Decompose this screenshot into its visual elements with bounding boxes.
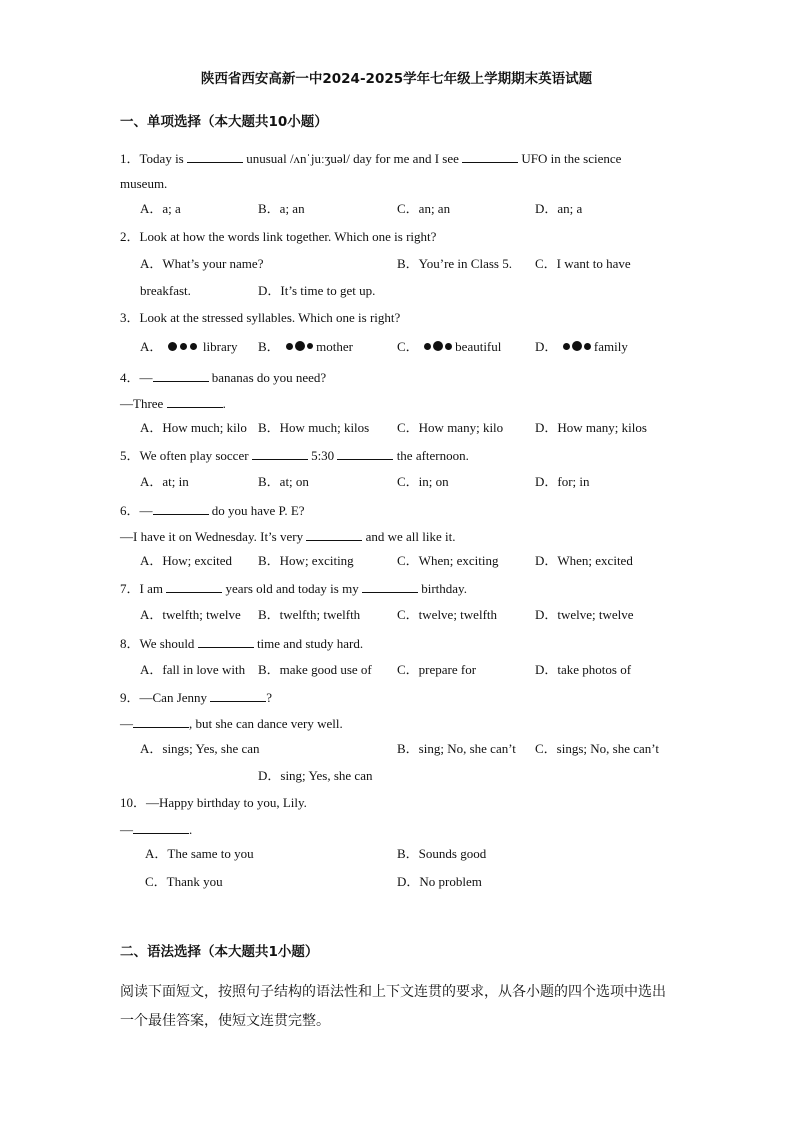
question-4-option-b: B．How much; kilos	[258, 420, 370, 435]
question-1-line2: museum.	[120, 176, 168, 191]
question-6-option-a: A．How; excited	[140, 553, 233, 568]
answer-blank	[153, 502, 209, 515]
question-2-option-c: C．I want to have	[535, 256, 631, 271]
question-2-option-a: A．What’s your name?	[140, 256, 264, 271]
question-9-line1: 9．—Can Jenny ?	[120, 690, 273, 705]
question-6-option-b: B．How; exciting	[258, 553, 354, 568]
answer-blank	[362, 580, 418, 593]
question-5-option-a: A．at; in	[140, 474, 189, 489]
question-9-option-d: D．sing; Yes, she can	[258, 768, 373, 783]
question-9-option-c: C．sings; No, she can’t	[535, 741, 659, 756]
question-7-option-c: C．twelve; twelfth	[397, 607, 498, 622]
question-2-stem: 2．Look at how the words link together. Which one is right?	[120, 229, 437, 244]
question-10-option-c: C．Thank you	[145, 874, 223, 889]
question-8-option-d: D．take photos of	[535, 662, 632, 677]
question-2-option-b: B．You’re in Class 5.	[397, 256, 512, 271]
stress-pattern-icon	[166, 339, 200, 353]
question-7-option-b: B．twelfth; twelfth	[258, 607, 361, 622]
question-3-option-a: A． library	[140, 339, 238, 354]
question-6-line1: 6．— do you have P. E?	[120, 503, 305, 518]
question-4-option-a: A．How much; kilo	[140, 420, 247, 435]
stress-pattern-icon	[283, 339, 313, 353]
question-10-option-d: D．No problem	[397, 874, 482, 889]
question-9-option-b: B．sing; No, she can’t	[397, 741, 516, 756]
stress-pattern-icon	[561, 339, 591, 353]
question-1-option-c: C．an; an	[397, 201, 451, 216]
answer-blank	[462, 150, 518, 163]
question-5-option-c: C．in; on	[397, 474, 449, 489]
question-3-option-c: C． beautiful	[397, 339, 502, 354]
question-5-option-d: D．for; in	[535, 474, 590, 489]
question-4-line1: 4．— bananas do you need?	[120, 370, 327, 385]
answer-blank	[252, 447, 308, 460]
answer-blank	[167, 395, 223, 408]
answer-blank	[306, 528, 362, 541]
question-5-stem: 5．We often play soccer 5:30 the afternoon.	[120, 448, 469, 463]
answer-blank	[187, 150, 243, 163]
answer-blank	[210, 689, 266, 702]
question-4-option-d: D．How many; kilos	[535, 420, 647, 435]
question-7-option-a: A．twelfth; twelve	[140, 607, 241, 622]
question-1-option-a: A．a; a	[140, 201, 181, 216]
answer-blank	[166, 580, 222, 593]
question-3-stem: 3．Look at the stressed syllables. Which one is right?	[120, 310, 401, 325]
instruction-line-2: 一个最佳答案，使短文连贯完整。	[120, 1013, 330, 1029]
answer-blank	[133, 715, 189, 728]
section-heading-grammar-choice: 二、语法选择（本大题共1小题）	[120, 944, 319, 960]
answer-blank	[153, 369, 209, 382]
question-4-option-c: C．How many; kilo	[397, 420, 504, 435]
page-title: 陕西省西安高新一中2024-2025学年七年级上学期期末英语试题	[200, 71, 593, 87]
question-4-line2: —Three .	[120, 396, 226, 411]
question-7-option-d: D．twelve; twelve	[535, 607, 634, 622]
question-8-option-a: A．fall in love with	[140, 662, 246, 677]
question-2-option-d: D．It’s time to get up.	[258, 283, 376, 298]
question-10-line2: — .	[120, 822, 193, 837]
question-6-option-d: D．When; excited	[535, 553, 633, 568]
question-9-option-a: A．sings; Yes, she can	[140, 741, 260, 756]
question-2-option-c-cont: breakfast.	[140, 283, 191, 298]
question-3-option-b: B． mother	[258, 339, 353, 354]
question-8-option-b: B．make good use of	[258, 662, 372, 677]
question-6-line2: —I have it on Wednesday. It’s very and we all like it.	[120, 529, 456, 544]
question-10-option-b: B．Sounds good	[397, 846, 487, 861]
section-heading-single-choice: 一、单项选择（本大题共10小题）	[120, 114, 328, 130]
question-1-line1: 1．Today is unusual /ʌnˈjuːʒuəl/ day for me and I see UFO in the science	[120, 151, 622, 166]
answer-blank	[198, 635, 254, 648]
answer-blank	[337, 447, 393, 460]
question-9-line2: — , but she can dance very well.	[120, 716, 343, 731]
answer-blank	[133, 821, 189, 834]
question-1-option-d: D．an; a	[535, 201, 583, 216]
instruction-line-1: 阅读下面短文，按照句子结构的语法性和上下文连贯的要求，从各小题的四个选项中选出	[120, 984, 666, 1000]
question-6-option-c: C．When; exciting	[397, 553, 499, 568]
question-3-option-d: D． family	[535, 339, 628, 354]
stress-pattern-icon	[422, 339, 452, 353]
question-8-stem: 8．We should time and study hard.	[120, 636, 364, 651]
question-7-stem: 7．I am years old and today is my birthday.	[120, 581, 467, 596]
question-5-option-b: B．at; on	[258, 474, 309, 489]
question-1-option-b: B．a; an	[258, 201, 305, 216]
question-10-option-a: A．The same to you	[145, 846, 254, 861]
question-10-line1: 10．—Happy birthday to you, Lily.	[120, 795, 307, 810]
question-8-option-c: C．prepare for	[397, 662, 477, 677]
